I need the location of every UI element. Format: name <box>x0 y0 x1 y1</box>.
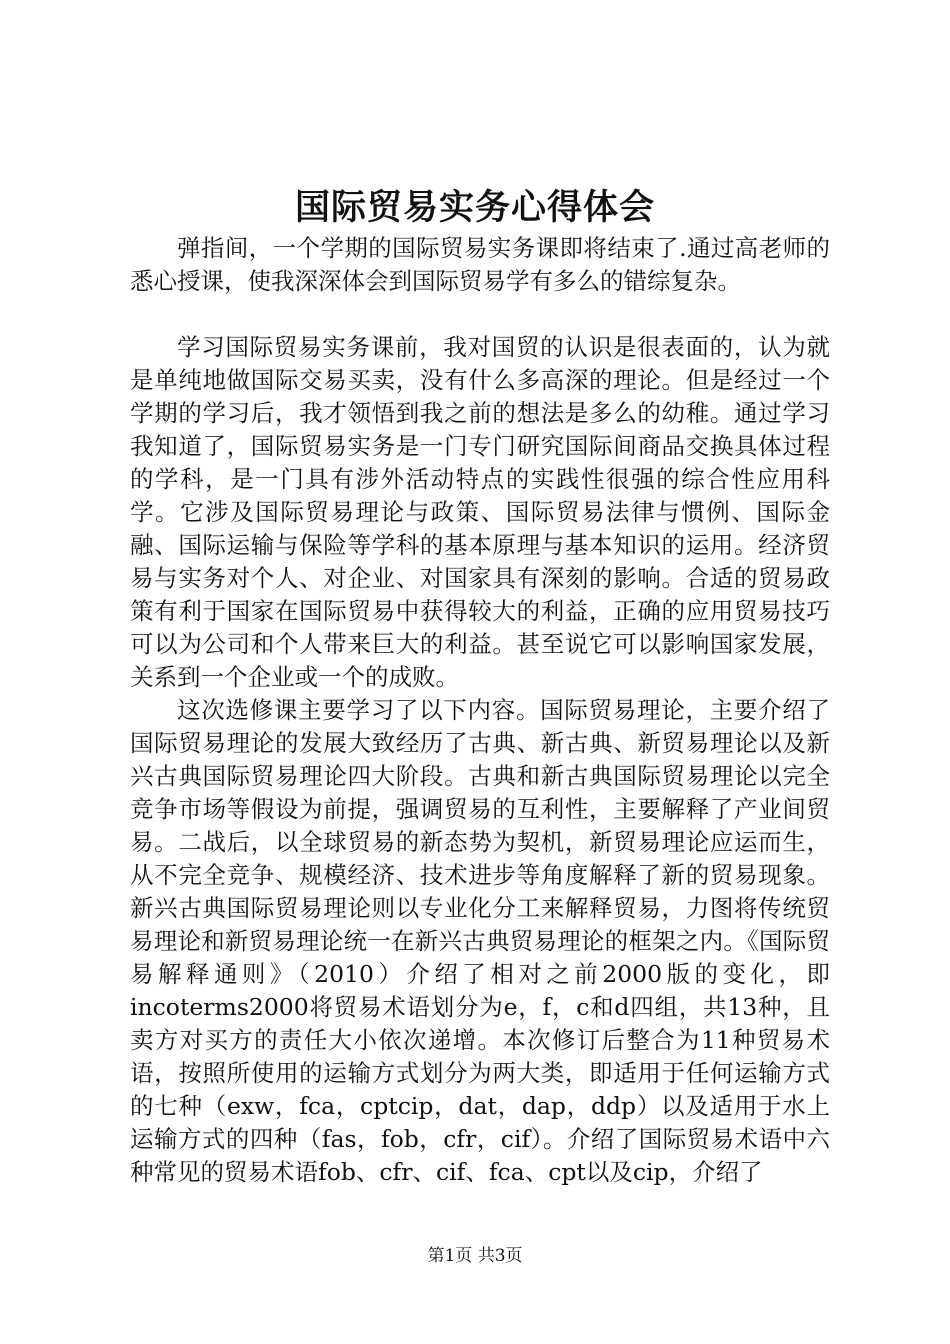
document-title: 国际贸易实务心得体会 <box>294 187 655 228</box>
paragraph-understanding: 学习国际贸易实务课前，我对国贸的认识是很表面的，认为就是单纯地做国际交易买卖，没有什么多高深的理论。但是经过一个学期的学习后，我才领悟到我之前的想法是多么的幼稚。通过学习我知道了，国际贸易实务是一门专门研究国际间商品交换具体过程的学科，是一门具有涉外活动特点的实践性很强的综合性应用科学。它涉及国际贸易理论与政策、国际贸易法律与惯例、国际金融、国际运输与保险等学科的基本原理与基本知识的运用。经济贸易与实务对个人、对企业、对国家具有深刻的影响。合适的贸易政策有利于国家在国际贸易中获得较大的利益，正确的应用贸易技巧可以为公司和个人带来巨大的利益。甚至说它可以影响国家发展，关系到一个企业或一个的成败。 <box>130 333 830 691</box>
paragraph-course-content: 这次选修课主要学习了以下内容。国际贸易理论，主要介绍了国际贸易理论的发展大致经历了古典、新古典、新贸易理论以及新兴古典国际贸易理论四大阶段。古典和新古典国际贸易理论以完全竞争市场等假设为前提，强调贸易的互利性，主要解释了产业间贸易。二战后，以全球贸易的新态势为契机，新贸易理论应运而生，从不完全竞争、规模经济、技术进步等角度解释了新的贸易现象。新兴古典国际贸易理论则以专业化分工来解释贸易，力图将传统贸易理论和新贸易理论统一在新兴古典贸易理论的框架之内。《国际贸易解释通则》（2010）介绍了相对之前2000版的变化，即incoterms2000将贸易术语划分为e，f，c和d四组，共13种，且卖方对买方的责任大小依次递增。本次修订后整合为11种贸易术语，按照所使用的运输方式划分为两大类，即适用于任何运输方式的七种（exw，fca，cptcip，dat，dap，ddp）以及适用于水上运输方式的四种（fas，fob，cfr，cif）。介绍了国际贸易术语中六种常见的贸易术语fob、cfr、cif、fca、cpt以及cip，介绍了 <box>130 696 830 1186</box>
document-body <box>130 232 830 1189</box>
page-number-footer: 第1页 共3页 <box>427 1246 523 1266</box>
paragraph-intro: 弹指间，一个学期的国际贸易实务课即将结束了.通过高老师的悉心授课，使我深深体会到国际贸易学有多么的错综复杂。 <box>130 234 830 295</box>
paragraph-spacer <box>130 298 830 331</box>
